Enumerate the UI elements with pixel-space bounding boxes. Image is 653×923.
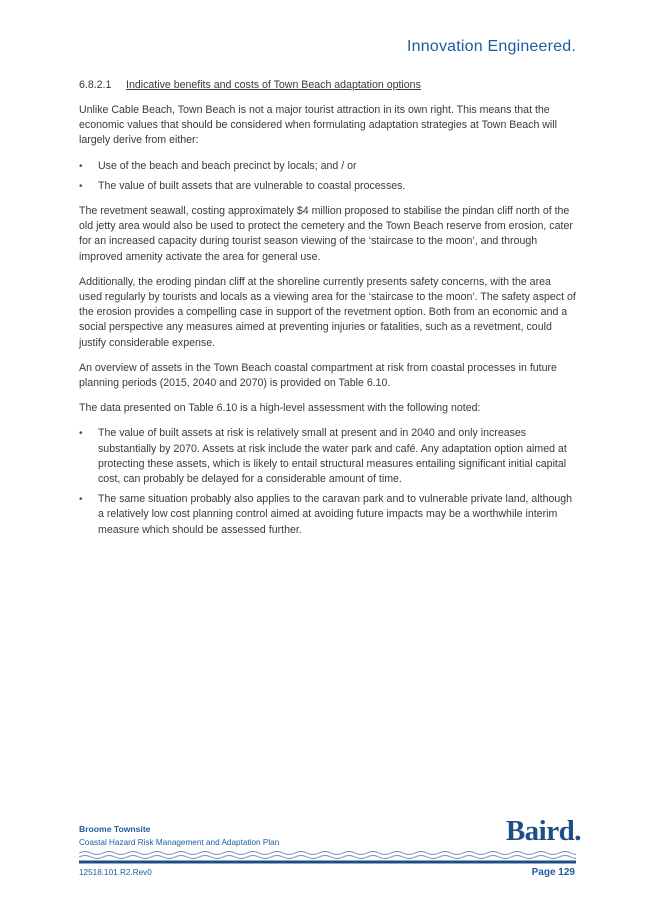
list-item xyxy=(79,426,576,487)
paragraph-revetment: The revetment seawall, costing approximately $4 million proposed to stabilise the pindan cliff north of the old jetty area would also be used to protect the cemetery and the Town Beach reserve from erosion, cater for an increased capacity during tourist season viewing of the ‘staircase to the moon’, and through improved amenity activate the area for general use. xyxy=(79,205,573,263)
bullet-icon: • xyxy=(79,180,83,192)
list-item-text: The same situation probably also applies to the caravan park and to vulnerable private land, although a relatively low cost planning control aimed at avoiding future impacts may be a worthwhile interim measure which should be assessed further. xyxy=(98,493,573,536)
footer-wave-divider xyxy=(79,850,576,864)
paragraph-assets-overview: An overview of assets in the Town Beach coastal compartment at risk from coastal processes in future planning periods (2015, 2040 and 2070) is provided on Table 6.10. xyxy=(79,361,557,390)
assessment-notes-list xyxy=(79,426,576,537)
paragraph-intro: Unlike Cable Beach, Town Beach is not a major tourist attraction in its own right. This means that the economic values that should be considered when formulating adaptation strategies at Town Beach will largely derive from either: xyxy=(79,104,557,147)
footer-report-subtitle: Coastal Hazard Risk Management and Adaptation Plan xyxy=(79,838,280,847)
list-item-text: The value of built assets at risk is relatively small at present and in 2040 and only increases substantially by 2070. Assets at risk include the water park and café. Any adaptation option aimed at protecting these assets, which is likely to entail structural measures entailing significant initial capital cost, can probably be delayed for a considerable amount of time. xyxy=(98,427,567,486)
list-item xyxy=(79,159,576,174)
section-number: 6.8.2.1 xyxy=(79,79,112,91)
list-item xyxy=(79,492,576,538)
bullet-icon: • xyxy=(79,494,83,506)
list-item-text: Use of the beach and beach precinct by locals; and / or xyxy=(98,159,357,172)
main-content xyxy=(79,78,576,548)
bullet-icon: • xyxy=(79,160,83,172)
paragraph-safety: Additionally, the eroding pindan cliff at the shoreline currently presents safety concerns, with the area used regularly by tourists and locals as a viewing area for the ‘staircase to the moon’. The safety aspect of the erosion provides a compelling case in support of the revetment option. Both from an economic and a social perspective any measures aimed at preventing injuries or fatalities, such as a revetment, could justify considerable expense. xyxy=(79,275,576,349)
baird-logo: Baird. xyxy=(505,815,581,847)
list-item xyxy=(79,179,576,194)
bullet-icon: • xyxy=(79,428,83,440)
benefits-source-list xyxy=(79,159,576,194)
document-code: 12518.101.R2.Rev0 xyxy=(79,868,152,877)
section-title: Indicative benefits and costs of Town Beach adaptation options xyxy=(126,79,421,91)
footer-project-title: Broome Townsite xyxy=(79,824,151,834)
header-tagline: Innovation Engineered. xyxy=(407,38,576,55)
section-heading xyxy=(79,78,576,93)
list-item-text: The value of built assets that are vulnerable to coastal processes. xyxy=(98,179,406,192)
paragraph-data-notes: The data presented on Table 6.10 is a high-level assessment with the following noted: xyxy=(79,402,481,415)
page-number: Page 129 xyxy=(531,867,575,878)
